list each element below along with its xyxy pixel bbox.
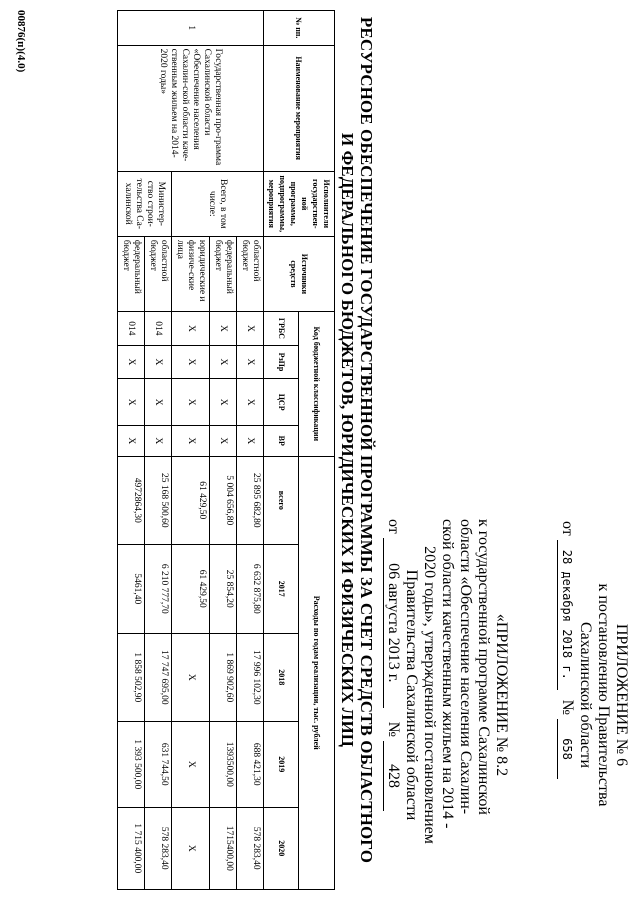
grbs-cell: 014 bbox=[118, 312, 145, 346]
source-cell: федеральный бюджет bbox=[210, 236, 237, 311]
col-vr-header: ВР bbox=[264, 426, 300, 457]
y2018-cell: 1 869 902,60 bbox=[210, 633, 237, 722]
title-line2: И ФЕДЕРАЛЬНОГО БЮДЖЕТОВ, ЮРИДИЧЕСКИХ И ФИЗИЧЕСКИХ ЛИЦ bbox=[338, 132, 357, 748]
y2017-cell: 61 429,50 bbox=[172, 545, 210, 634]
col-num-header: № пп. bbox=[264, 11, 335, 46]
y2019-cell: 631 744,50 bbox=[145, 722, 172, 807]
prev-appendix-no-label: № bbox=[385, 721, 402, 738]
form-code: 00876(п)(4.0) bbox=[15, 10, 27, 73]
prev-appendix-title: «ПРИЛОЖЕНИЕ № 8.2 bbox=[493, 613, 510, 777]
total-cell: 5 004 656,80 bbox=[210, 456, 237, 545]
y2020-cell: 1715400,00 bbox=[210, 807, 237, 890]
grbs-cell: Х bbox=[210, 312, 237, 346]
rzpr-cell: Х bbox=[172, 345, 210, 379]
program-name: Государственная про-грамма Сахалинской области «Обеспечение населения Сахалин-ской области каче-ственным жильем на 2014-2020 годы» bbox=[118, 45, 264, 171]
y2017-cell: 25 854,20 bbox=[210, 545, 237, 634]
col-2018-header: 2018 bbox=[264, 633, 300, 722]
appendix-title: ПРИЛОЖЕНИЕ № 6 bbox=[613, 623, 630, 767]
vr-cell: Х bbox=[237, 426, 264, 457]
appendix-date-line bbox=[557, 521, 576, 875]
y2020-cell: 1 715 400,00 bbox=[118, 807, 145, 890]
y2020-cell: 578 283,40 bbox=[237, 807, 264, 890]
y2017-cell: 5461,40 bbox=[118, 545, 145, 634]
rzpr-cell: Х bbox=[237, 345, 264, 379]
grbs-cell: 014 bbox=[145, 312, 172, 346]
prev-appendix-block bbox=[383, 515, 510, 875]
col-source-header: Источники средств bbox=[264, 236, 335, 311]
source-cell: областной бюджет bbox=[145, 236, 172, 311]
vr-cell: Х bbox=[210, 426, 237, 457]
appendix-no-label: № bbox=[559, 699, 576, 716]
resource-table bbox=[117, 10, 335, 890]
vr-cell: Х bbox=[145, 426, 172, 457]
source-cell: областной бюджет bbox=[237, 236, 264, 311]
csr-cell: Х bbox=[210, 379, 237, 426]
prev-appendix-text5: Правительства Сахалинской области bbox=[403, 569, 420, 821]
csr-cell: Х bbox=[145, 379, 172, 426]
csr-cell: Х bbox=[118, 379, 145, 426]
y2018-cell: 17 747 695,00 bbox=[145, 633, 172, 722]
source-cell: федеральный бюджет bbox=[118, 236, 145, 311]
appendix-block bbox=[557, 515, 630, 875]
document-title bbox=[338, 10, 376, 870]
rzpr-cell: Х bbox=[145, 345, 172, 379]
col-2019-header: 2019 bbox=[264, 722, 300, 807]
title-line1: РЕСУРСНОЕ ОБЕСПЕЧЕНИЕ ГОСУДАРСТВЕННОЙ ПРОГРАММЫ ЗА СЧЕТ СРЕДСТВ ОБЛАСТНОГО bbox=[357, 16, 376, 864]
y2020-cell: 578 283,40 bbox=[145, 807, 172, 890]
y2019-cell: 1 393 500,00 bbox=[118, 722, 145, 807]
row-number: 1 bbox=[118, 11, 264, 46]
appendix-date: 28 декабря 2018 г. bbox=[557, 540, 576, 690]
expense-group-header: Расходы по годам реализации, тыс. рублей bbox=[299, 456, 335, 889]
y2018-cell: 17 996 102,30 bbox=[237, 633, 264, 722]
header-row-1 bbox=[299, 11, 335, 890]
grbs-cell: Х bbox=[237, 312, 264, 346]
rzpr-cell: Х bbox=[210, 345, 237, 379]
grbs-cell: Х bbox=[172, 312, 210, 346]
appendix-from-label: от bbox=[559, 521, 576, 536]
total-cell: 61 429,50 bbox=[172, 456, 210, 545]
total-cell: 4972864,30 bbox=[118, 456, 145, 545]
col-2017-header: 2017 bbox=[264, 545, 300, 634]
y2017-cell: 6 632 875,80 bbox=[237, 545, 264, 634]
total-cell: 25 895 682,80 bbox=[237, 456, 264, 545]
appendix-number: 658 bbox=[557, 719, 576, 779]
code-group-header: Код бюджетной классификации bbox=[299, 312, 335, 456]
y2018-cell: 1 858 502,90 bbox=[118, 633, 145, 722]
y2019-cell: 688 421,30 bbox=[237, 722, 264, 807]
col-total-header: всего bbox=[264, 456, 300, 545]
prev-appendix-text1: к государственной программе Сахалинской bbox=[475, 519, 492, 815]
col-name-header: Наименование мероприятия bbox=[264, 45, 335, 171]
vr-cell: Х bbox=[172, 426, 210, 457]
prev-appendix-number: 428 bbox=[383, 741, 402, 811]
y2020-cell: Х bbox=[172, 807, 210, 890]
prev-appendix-date-line bbox=[383, 519, 402, 875]
appendix-line2: Сахалинской области bbox=[577, 621, 594, 769]
col-grbs-header: ГРБС bbox=[264, 312, 300, 346]
y2018-cell: Х bbox=[172, 633, 210, 722]
table-row bbox=[237, 11, 264, 890]
csr-cell: Х bbox=[172, 379, 210, 426]
col-executor-header: Исполнители государствен-ной программы, подпрограммы, мероприятия bbox=[264, 171, 335, 236]
appendix-line1: к постановлению Правительства bbox=[595, 583, 612, 807]
col-2020-header: 2020 bbox=[264, 807, 300, 890]
rzpr-cell: Х bbox=[118, 345, 145, 379]
y2019-cell: 1393500,00 bbox=[210, 722, 237, 807]
prev-appendix-text3: ской области качественным жильем на 2014 - bbox=[439, 519, 456, 829]
executor-ministry: Министер-ство строи-тельства Са-халинской bbox=[118, 171, 172, 236]
vr-cell: Х bbox=[118, 426, 145, 457]
prev-appendix-from-label: от bbox=[385, 519, 402, 534]
executor-total: Всего, в том числе: bbox=[172, 171, 264, 236]
csr-cell: Х bbox=[237, 379, 264, 426]
col-rzpr-header: РзПр bbox=[264, 345, 300, 379]
prev-appendix-text2: области «Обеспечение населения Сахалин- bbox=[457, 519, 474, 815]
total-cell: 25 168 500,60 bbox=[145, 456, 172, 545]
prev-appendix-date: 06 августа 2013 г. bbox=[383, 538, 402, 708]
y2017-cell: 6 210 777,70 bbox=[145, 545, 172, 634]
col-csr-header: ЦСР bbox=[264, 379, 300, 426]
source-cell: юридические и физиче-ские лица bbox=[172, 236, 210, 311]
prev-appendix-text4: 2020 годы», утвержденной постановлением bbox=[421, 546, 438, 844]
y2019-cell: Х bbox=[172, 722, 210, 807]
